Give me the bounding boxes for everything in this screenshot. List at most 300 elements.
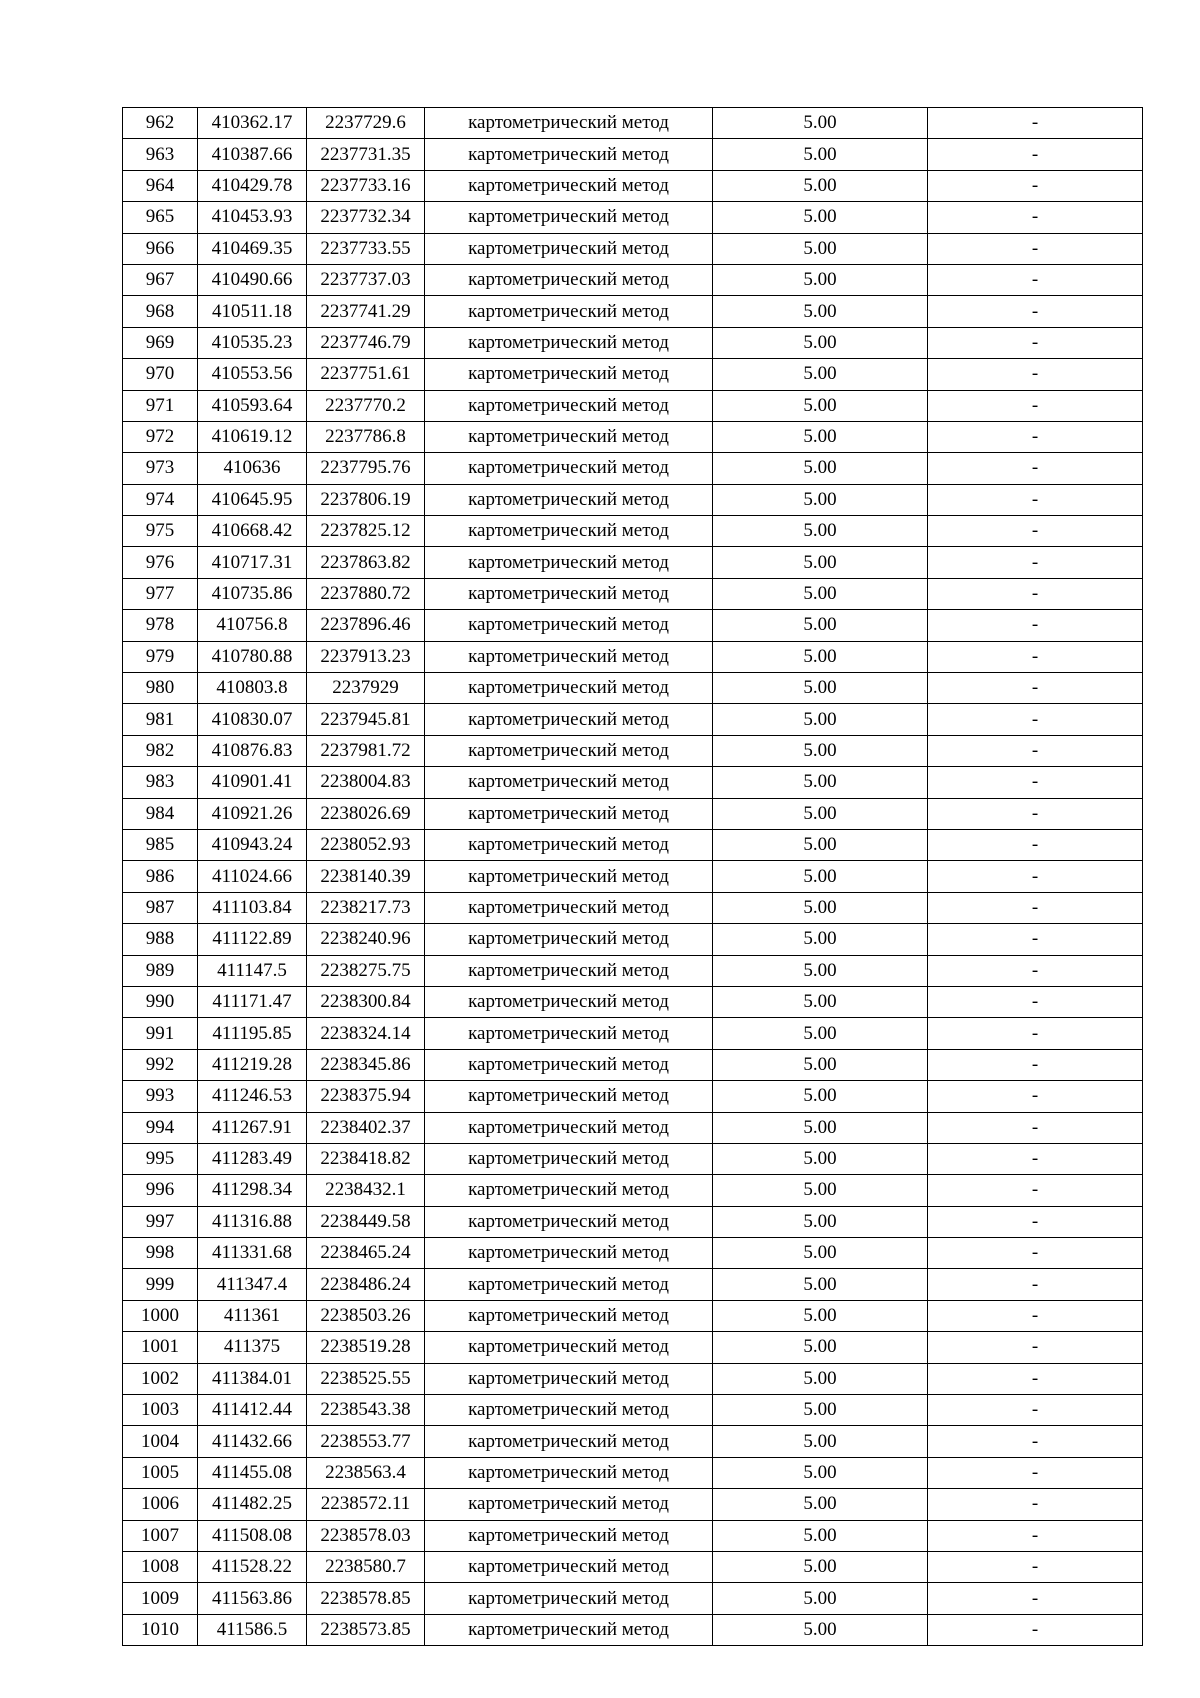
y-coordinate-cell: 2237741.29 bbox=[307, 296, 425, 327]
point-number-cell: 996 bbox=[123, 1175, 198, 1206]
table-row bbox=[123, 484, 1143, 515]
table-row bbox=[123, 1018, 1143, 1049]
method-cell: картометрический метод bbox=[425, 1489, 713, 1520]
x-coordinate-cell: 411347.4 bbox=[198, 1269, 307, 1300]
table-row bbox=[123, 1457, 1143, 1488]
accuracy-cell: 5.00 bbox=[713, 202, 928, 233]
accuracy-cell: 5.00 bbox=[713, 390, 928, 421]
x-coordinate-cell: 410921.26 bbox=[198, 798, 307, 829]
table-row bbox=[123, 861, 1143, 892]
accuracy-cell: 5.00 bbox=[713, 1175, 928, 1206]
y-coordinate-cell: 2238572.11 bbox=[307, 1489, 425, 1520]
table-row bbox=[123, 1583, 1143, 1614]
table-row bbox=[123, 1395, 1143, 1426]
x-coordinate-cell: 411563.86 bbox=[198, 1583, 307, 1614]
description-cell: - bbox=[928, 516, 1143, 547]
point-number-cell: 986 bbox=[123, 861, 198, 892]
accuracy-cell: 5.00 bbox=[713, 484, 928, 515]
point-number-cell: 985 bbox=[123, 829, 198, 860]
y-coordinate-cell: 2238503.26 bbox=[307, 1300, 425, 1331]
x-coordinate-cell: 410535.23 bbox=[198, 327, 307, 358]
accuracy-cell: 5.00 bbox=[713, 1143, 928, 1174]
coordinates-table bbox=[122, 107, 1143, 1646]
accuracy-cell: 5.00 bbox=[713, 1457, 928, 1488]
x-coordinate-cell: 411432.66 bbox=[198, 1426, 307, 1457]
description-cell: - bbox=[928, 955, 1143, 986]
point-number-cell: 973 bbox=[123, 453, 198, 484]
description-cell: - bbox=[928, 735, 1143, 766]
y-coordinate-cell: 2238026.69 bbox=[307, 798, 425, 829]
table-row bbox=[123, 202, 1143, 233]
table-row bbox=[123, 1520, 1143, 1551]
method-cell: картометрический метод bbox=[425, 296, 713, 327]
x-coordinate-cell: 411586.5 bbox=[198, 1614, 307, 1645]
description-cell: - bbox=[928, 1112, 1143, 1143]
x-coordinate-cell: 411361 bbox=[198, 1300, 307, 1331]
method-cell: картометрический метод bbox=[425, 1332, 713, 1363]
table-row bbox=[123, 516, 1143, 547]
point-number-cell: 974 bbox=[123, 484, 198, 515]
y-coordinate-cell: 2238486.24 bbox=[307, 1269, 425, 1300]
description-cell: - bbox=[928, 1049, 1143, 1080]
method-cell: картометрический метод bbox=[425, 861, 713, 892]
table-row bbox=[123, 986, 1143, 1017]
point-number-cell: 967 bbox=[123, 264, 198, 295]
description-cell: - bbox=[928, 767, 1143, 798]
x-coordinate-cell: 411283.49 bbox=[198, 1143, 307, 1174]
x-coordinate-cell: 411246.53 bbox=[198, 1081, 307, 1112]
x-coordinate-cell: 410756.8 bbox=[198, 610, 307, 641]
table-row bbox=[123, 767, 1143, 798]
point-number-cell: 1008 bbox=[123, 1551, 198, 1582]
x-coordinate-cell: 410876.83 bbox=[198, 735, 307, 766]
description-cell: - bbox=[928, 296, 1143, 327]
x-coordinate-cell: 411455.08 bbox=[198, 1457, 307, 1488]
method-cell: картометрический метод bbox=[425, 1583, 713, 1614]
accuracy-cell: 5.00 bbox=[713, 516, 928, 547]
method-cell: картометрический метод bbox=[425, 1143, 713, 1174]
point-number-cell: 979 bbox=[123, 641, 198, 672]
table-row bbox=[123, 1363, 1143, 1394]
method-cell: картометрический метод bbox=[425, 359, 713, 390]
description-cell: - bbox=[928, 547, 1143, 578]
description-cell: - bbox=[928, 1614, 1143, 1645]
method-cell: картометрический метод bbox=[425, 1112, 713, 1143]
description-cell: - bbox=[928, 1206, 1143, 1237]
description-cell: - bbox=[928, 484, 1143, 515]
table-row bbox=[123, 641, 1143, 672]
point-number-cell: 977 bbox=[123, 578, 198, 609]
table-row bbox=[123, 1614, 1143, 1645]
accuracy-cell: 5.00 bbox=[713, 798, 928, 829]
y-coordinate-cell: 2237733.55 bbox=[307, 233, 425, 264]
method-cell: картометрический метод bbox=[425, 327, 713, 358]
method-cell: картометрический метод bbox=[425, 1081, 713, 1112]
table-row bbox=[123, 1489, 1143, 1520]
description-cell: - bbox=[928, 1426, 1143, 1457]
description-cell: - bbox=[928, 578, 1143, 609]
y-coordinate-cell: 2238465.24 bbox=[307, 1238, 425, 1269]
method-cell: картометрический метод bbox=[425, 1520, 713, 1551]
accuracy-cell: 5.00 bbox=[713, 704, 928, 735]
method-cell: картометрический метод bbox=[425, 1395, 713, 1426]
description-cell: - bbox=[928, 986, 1143, 1017]
description-cell: - bbox=[928, 1332, 1143, 1363]
accuracy-cell: 5.00 bbox=[713, 1081, 928, 1112]
accuracy-cell: 5.00 bbox=[713, 924, 928, 955]
table-row bbox=[123, 798, 1143, 829]
method-cell: картометрический метод bbox=[425, 641, 713, 672]
method-cell: картометрический метод bbox=[425, 955, 713, 986]
point-number-cell: 987 bbox=[123, 892, 198, 923]
accuracy-cell: 5.00 bbox=[713, 1112, 928, 1143]
description-cell: - bbox=[928, 202, 1143, 233]
method-cell: картометрический метод bbox=[425, 1457, 713, 1488]
method-cell: картометрический метод bbox=[425, 1049, 713, 1080]
table-row bbox=[123, 1238, 1143, 1269]
method-cell: картометрический метод bbox=[425, 610, 713, 641]
accuracy-cell: 5.00 bbox=[713, 139, 928, 170]
x-coordinate-cell: 411316.88 bbox=[198, 1206, 307, 1237]
method-cell: картометрический метод bbox=[425, 202, 713, 233]
table-row bbox=[123, 735, 1143, 766]
point-number-cell: 998 bbox=[123, 1238, 198, 1269]
point-number-cell: 982 bbox=[123, 735, 198, 766]
y-coordinate-cell: 2238217.73 bbox=[307, 892, 425, 923]
method-cell: картометрический метод bbox=[425, 108, 713, 139]
accuracy-cell: 5.00 bbox=[713, 861, 928, 892]
description-cell: - bbox=[928, 1269, 1143, 1300]
y-coordinate-cell: 2238543.38 bbox=[307, 1395, 425, 1426]
point-number-cell: 999 bbox=[123, 1269, 198, 1300]
point-number-cell: 980 bbox=[123, 673, 198, 704]
description-cell: - bbox=[928, 924, 1143, 955]
x-coordinate-cell: 410593.64 bbox=[198, 390, 307, 421]
accuracy-cell: 5.00 bbox=[713, 1489, 928, 1520]
description-cell: - bbox=[928, 704, 1143, 735]
accuracy-cell: 5.00 bbox=[713, 1426, 928, 1457]
y-coordinate-cell: 2238345.86 bbox=[307, 1049, 425, 1080]
method-cell: картометрический метод bbox=[425, 704, 713, 735]
x-coordinate-cell: 410830.07 bbox=[198, 704, 307, 735]
table-row bbox=[123, 1175, 1143, 1206]
point-number-cell: 994 bbox=[123, 1112, 198, 1143]
description-cell: - bbox=[928, 829, 1143, 860]
point-number-cell: 983 bbox=[123, 767, 198, 798]
y-coordinate-cell: 2238004.83 bbox=[307, 767, 425, 798]
y-coordinate-cell: 2238563.4 bbox=[307, 1457, 425, 1488]
table-row bbox=[123, 829, 1143, 860]
method-cell: картометрический метод bbox=[425, 1300, 713, 1331]
point-number-cell: 978 bbox=[123, 610, 198, 641]
x-coordinate-cell: 411024.66 bbox=[198, 861, 307, 892]
y-coordinate-cell: 2238052.93 bbox=[307, 829, 425, 860]
accuracy-cell: 5.00 bbox=[713, 170, 928, 201]
y-coordinate-cell: 2238140.39 bbox=[307, 861, 425, 892]
table-row bbox=[123, 1143, 1143, 1174]
accuracy-cell: 5.00 bbox=[713, 1551, 928, 1582]
description-cell: - bbox=[928, 233, 1143, 264]
accuracy-cell: 5.00 bbox=[713, 735, 928, 766]
point-number-cell: 1007 bbox=[123, 1520, 198, 1551]
method-cell: картометрический метод bbox=[425, 892, 713, 923]
y-coordinate-cell: 2238324.14 bbox=[307, 1018, 425, 1049]
description-cell: - bbox=[928, 1081, 1143, 1112]
table-row bbox=[123, 1049, 1143, 1080]
y-coordinate-cell: 2238580.7 bbox=[307, 1551, 425, 1582]
y-coordinate-cell: 2237731.35 bbox=[307, 139, 425, 170]
x-coordinate-cell: 410735.86 bbox=[198, 578, 307, 609]
x-coordinate-cell: 411267.91 bbox=[198, 1112, 307, 1143]
description-cell: - bbox=[928, 1583, 1143, 1614]
method-cell: картометрический метод bbox=[425, 1363, 713, 1394]
y-coordinate-cell: 2237806.19 bbox=[307, 484, 425, 515]
accuracy-cell: 5.00 bbox=[713, 673, 928, 704]
method-cell: картометрический метод bbox=[425, 767, 713, 798]
method-cell: картометрический метод bbox=[425, 547, 713, 578]
description-cell: - bbox=[928, 798, 1143, 829]
y-coordinate-cell: 2238525.55 bbox=[307, 1363, 425, 1394]
table-row bbox=[123, 453, 1143, 484]
y-coordinate-cell: 2238519.28 bbox=[307, 1332, 425, 1363]
y-coordinate-cell: 2238375.94 bbox=[307, 1081, 425, 1112]
method-cell: картометрический метод bbox=[425, 578, 713, 609]
description-cell: - bbox=[928, 1520, 1143, 1551]
y-coordinate-cell: 2238449.58 bbox=[307, 1206, 425, 1237]
accuracy-cell: 5.00 bbox=[713, 1614, 928, 1645]
point-number-cell: 989 bbox=[123, 955, 198, 986]
description-cell: - bbox=[928, 1018, 1143, 1049]
accuracy-cell: 5.00 bbox=[713, 641, 928, 672]
accuracy-cell: 5.00 bbox=[713, 892, 928, 923]
x-coordinate-cell: 410553.56 bbox=[198, 359, 307, 390]
y-coordinate-cell: 2237729.6 bbox=[307, 108, 425, 139]
point-number-cell: 975 bbox=[123, 516, 198, 547]
accuracy-cell: 5.00 bbox=[713, 453, 928, 484]
method-cell: картометрический метод bbox=[425, 829, 713, 860]
table-row bbox=[123, 421, 1143, 452]
accuracy-cell: 5.00 bbox=[713, 359, 928, 390]
x-coordinate-cell: 411122.89 bbox=[198, 924, 307, 955]
point-number-cell: 990 bbox=[123, 986, 198, 1017]
point-number-cell: 970 bbox=[123, 359, 198, 390]
table-row bbox=[123, 1269, 1143, 1300]
accuracy-cell: 5.00 bbox=[713, 421, 928, 452]
y-coordinate-cell: 2237913.23 bbox=[307, 641, 425, 672]
description-cell: - bbox=[928, 453, 1143, 484]
y-coordinate-cell: 2237732.34 bbox=[307, 202, 425, 233]
y-coordinate-cell: 2238275.75 bbox=[307, 955, 425, 986]
table-row bbox=[123, 704, 1143, 735]
description-cell: - bbox=[928, 673, 1143, 704]
method-cell: картометрический метод bbox=[425, 1551, 713, 1582]
accuracy-cell: 5.00 bbox=[713, 1049, 928, 1080]
description-cell: - bbox=[928, 1395, 1143, 1426]
table-row bbox=[123, 673, 1143, 704]
x-coordinate-cell: 410387.66 bbox=[198, 139, 307, 170]
description-cell: - bbox=[928, 1457, 1143, 1488]
table-row bbox=[123, 390, 1143, 421]
y-coordinate-cell: 2238240.96 bbox=[307, 924, 425, 955]
x-coordinate-cell: 410668.42 bbox=[198, 516, 307, 547]
x-coordinate-cell: 411384.01 bbox=[198, 1363, 307, 1394]
y-coordinate-cell: 2237825.12 bbox=[307, 516, 425, 547]
table-row bbox=[123, 359, 1143, 390]
y-coordinate-cell: 2238578.03 bbox=[307, 1520, 425, 1551]
y-coordinate-cell: 2237896.46 bbox=[307, 610, 425, 641]
table-row bbox=[123, 924, 1143, 955]
method-cell: картометрический метод bbox=[425, 735, 713, 766]
y-coordinate-cell: 2238578.85 bbox=[307, 1583, 425, 1614]
table-row bbox=[123, 1081, 1143, 1112]
accuracy-cell: 5.00 bbox=[713, 1269, 928, 1300]
description-cell: - bbox=[928, 1143, 1143, 1174]
accuracy-cell: 5.00 bbox=[713, 327, 928, 358]
x-coordinate-cell: 411195.85 bbox=[198, 1018, 307, 1049]
point-number-cell: 995 bbox=[123, 1143, 198, 1174]
x-coordinate-cell: 410619.12 bbox=[198, 421, 307, 452]
x-coordinate-cell: 410469.35 bbox=[198, 233, 307, 264]
y-coordinate-cell: 2237863.82 bbox=[307, 547, 425, 578]
accuracy-cell: 5.00 bbox=[713, 108, 928, 139]
accuracy-cell: 5.00 bbox=[713, 264, 928, 295]
point-number-cell: 976 bbox=[123, 547, 198, 578]
accuracy-cell: 5.00 bbox=[713, 296, 928, 327]
description-cell: - bbox=[928, 359, 1143, 390]
description-cell: - bbox=[928, 1238, 1143, 1269]
x-coordinate-cell: 411528.22 bbox=[198, 1551, 307, 1582]
table-row bbox=[123, 1112, 1143, 1143]
point-number-cell: 962 bbox=[123, 108, 198, 139]
description-cell: - bbox=[928, 892, 1143, 923]
y-coordinate-cell: 2237733.16 bbox=[307, 170, 425, 201]
description-cell: - bbox=[928, 139, 1143, 170]
x-coordinate-cell: 411298.34 bbox=[198, 1175, 307, 1206]
accuracy-cell: 5.00 bbox=[713, 1363, 928, 1394]
table-row bbox=[123, 1332, 1143, 1363]
point-number-cell: 993 bbox=[123, 1081, 198, 1112]
table-row bbox=[123, 892, 1143, 923]
method-cell: картометрический метод bbox=[425, 264, 713, 295]
method-cell: картометрический метод bbox=[425, 421, 713, 452]
x-coordinate-cell: 410645.95 bbox=[198, 484, 307, 515]
x-coordinate-cell: 411147.5 bbox=[198, 955, 307, 986]
accuracy-cell: 5.00 bbox=[713, 1238, 928, 1269]
table-row bbox=[123, 955, 1143, 986]
x-coordinate-cell: 411508.08 bbox=[198, 1520, 307, 1551]
point-number-cell: 971 bbox=[123, 390, 198, 421]
coordinates-table-body bbox=[123, 108, 1143, 1646]
method-cell: картометрический метод bbox=[425, 1018, 713, 1049]
point-number-cell: 969 bbox=[123, 327, 198, 358]
method-cell: картометрический метод bbox=[425, 139, 713, 170]
y-coordinate-cell: 2237751.61 bbox=[307, 359, 425, 390]
description-cell: - bbox=[928, 170, 1143, 201]
x-coordinate-cell: 410453.93 bbox=[198, 202, 307, 233]
x-coordinate-cell: 410636 bbox=[198, 453, 307, 484]
method-cell: картометрический метод bbox=[425, 673, 713, 704]
point-number-cell: 984 bbox=[123, 798, 198, 829]
table-row bbox=[123, 578, 1143, 609]
description-cell: - bbox=[928, 1489, 1143, 1520]
accuracy-cell: 5.00 bbox=[713, 955, 928, 986]
description-cell: - bbox=[928, 390, 1143, 421]
method-cell: картометрический метод bbox=[425, 1206, 713, 1237]
method-cell: картометрический метод bbox=[425, 170, 713, 201]
point-number-cell: 1009 bbox=[123, 1583, 198, 1614]
y-coordinate-cell: 2237945.81 bbox=[307, 704, 425, 735]
accuracy-cell: 5.00 bbox=[713, 1018, 928, 1049]
accuracy-cell: 5.00 bbox=[713, 1300, 928, 1331]
x-coordinate-cell: 411171.47 bbox=[198, 986, 307, 1017]
method-cell: картометрический метод bbox=[425, 924, 713, 955]
y-coordinate-cell: 2237981.72 bbox=[307, 735, 425, 766]
point-number-cell: 968 bbox=[123, 296, 198, 327]
accuracy-cell: 5.00 bbox=[713, 1583, 928, 1614]
method-cell: картометрический метод bbox=[425, 1238, 713, 1269]
point-number-cell: 966 bbox=[123, 233, 198, 264]
x-coordinate-cell: 410780.88 bbox=[198, 641, 307, 672]
point-number-cell: 1003 bbox=[123, 1395, 198, 1426]
point-number-cell: 965 bbox=[123, 202, 198, 233]
accuracy-cell: 5.00 bbox=[713, 1206, 928, 1237]
method-cell: картометрический метод bbox=[425, 1269, 713, 1300]
point-number-cell: 1005 bbox=[123, 1457, 198, 1488]
method-cell: картометрический метод bbox=[425, 390, 713, 421]
accuracy-cell: 5.00 bbox=[713, 1395, 928, 1426]
y-coordinate-cell: 2237770.2 bbox=[307, 390, 425, 421]
x-coordinate-cell: 411103.84 bbox=[198, 892, 307, 923]
y-coordinate-cell: 2237786.8 bbox=[307, 421, 425, 452]
x-coordinate-cell: 410717.31 bbox=[198, 547, 307, 578]
accuracy-cell: 5.00 bbox=[713, 767, 928, 798]
table-row bbox=[123, 1206, 1143, 1237]
y-coordinate-cell: 2238402.37 bbox=[307, 1112, 425, 1143]
table-row bbox=[123, 264, 1143, 295]
point-number-cell: 964 bbox=[123, 170, 198, 201]
x-coordinate-cell: 410943.24 bbox=[198, 829, 307, 860]
y-coordinate-cell: 2237737.03 bbox=[307, 264, 425, 295]
description-cell: - bbox=[928, 421, 1143, 452]
point-number-cell: 1002 bbox=[123, 1363, 198, 1394]
description-cell: - bbox=[928, 327, 1143, 358]
description-cell: - bbox=[928, 641, 1143, 672]
point-number-cell: 972 bbox=[123, 421, 198, 452]
description-cell: - bbox=[928, 1175, 1143, 1206]
point-number-cell: 988 bbox=[123, 924, 198, 955]
description-cell: - bbox=[928, 1300, 1143, 1331]
x-coordinate-cell: 411412.44 bbox=[198, 1395, 307, 1426]
point-number-cell: 992 bbox=[123, 1049, 198, 1080]
x-coordinate-cell: 410511.18 bbox=[198, 296, 307, 327]
description-cell: - bbox=[928, 108, 1143, 139]
method-cell: картометрический метод bbox=[425, 233, 713, 264]
y-coordinate-cell: 2238300.84 bbox=[307, 986, 425, 1017]
description-cell: - bbox=[928, 861, 1143, 892]
x-coordinate-cell: 410362.17 bbox=[198, 108, 307, 139]
accuracy-cell: 5.00 bbox=[713, 986, 928, 1017]
x-coordinate-cell: 410490.66 bbox=[198, 264, 307, 295]
point-number-cell: 1000 bbox=[123, 1300, 198, 1331]
table-row bbox=[123, 296, 1143, 327]
table-row bbox=[123, 139, 1143, 170]
x-coordinate-cell: 411331.68 bbox=[198, 1238, 307, 1269]
method-cell: картометрический метод bbox=[425, 516, 713, 547]
method-cell: картометрический метод bbox=[425, 453, 713, 484]
y-coordinate-cell: 2238573.85 bbox=[307, 1614, 425, 1645]
y-coordinate-cell: 2238553.77 bbox=[307, 1426, 425, 1457]
table-row bbox=[123, 1426, 1143, 1457]
